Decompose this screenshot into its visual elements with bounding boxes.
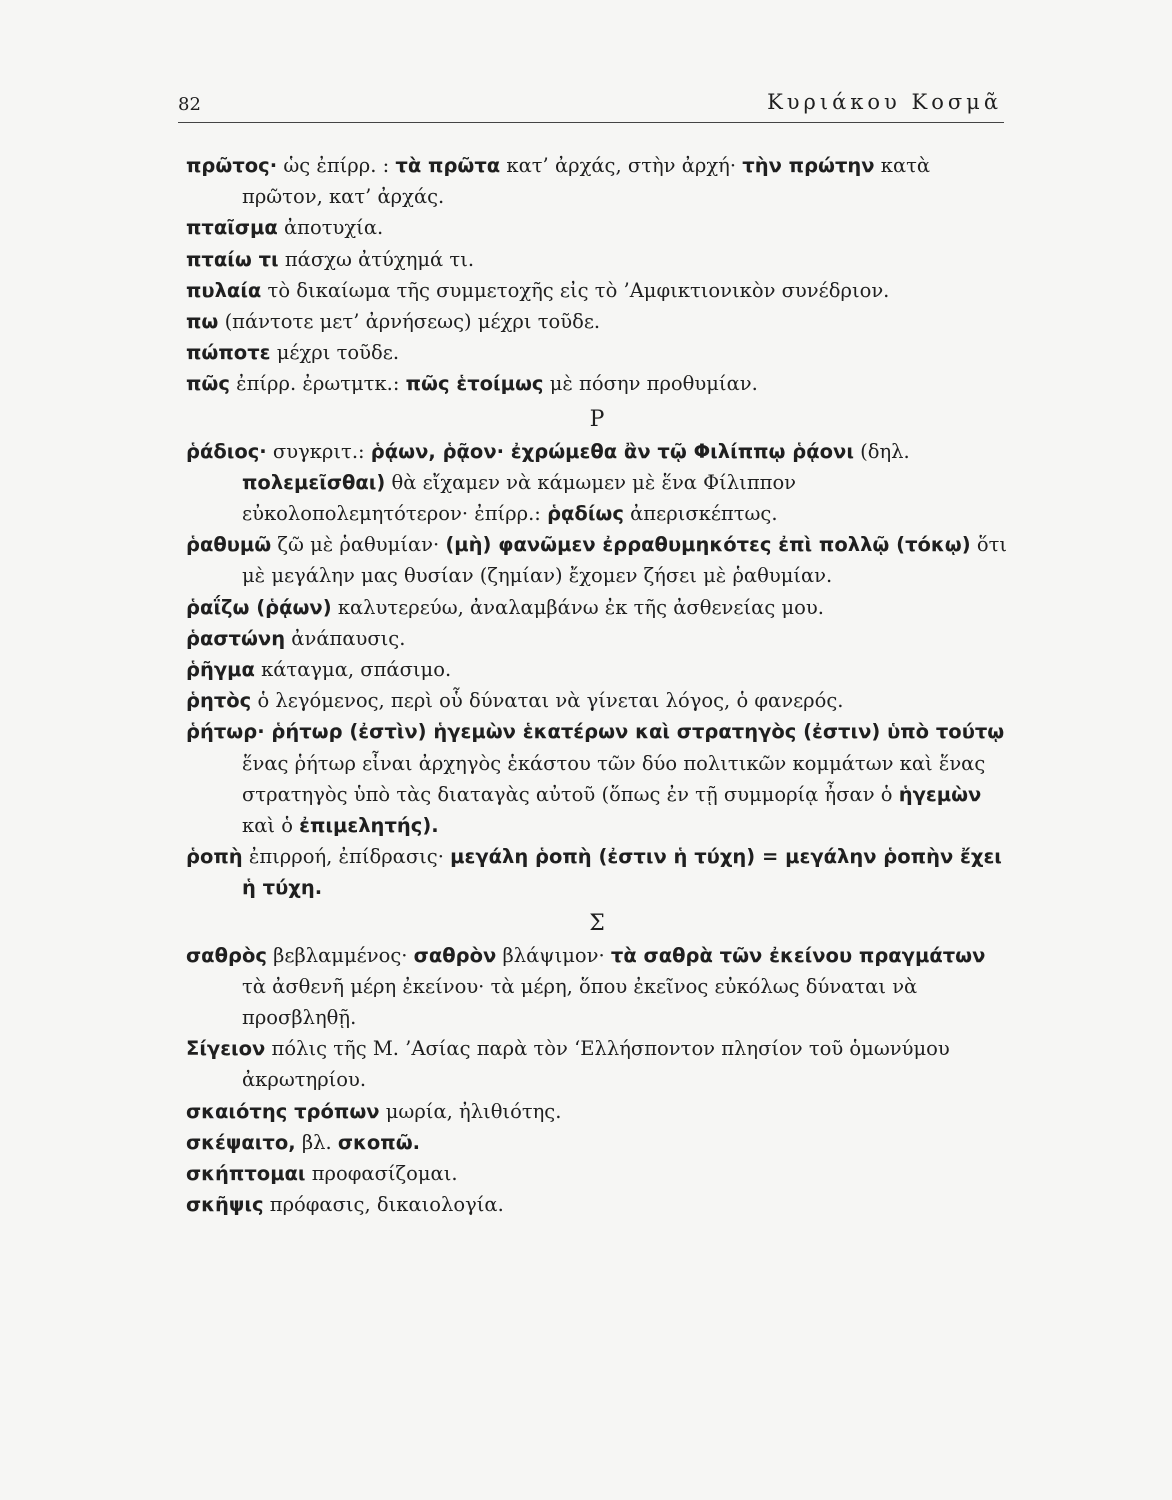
entry-term: τὰ σαθρὰ τῶν ἐκείνου πραγμάτων bbox=[610, 943, 986, 967]
entry-term: τὰ πρῶτα bbox=[395, 154, 501, 177]
entry-term: ῥᾴων, ῥᾷον· ἐχρώμεθα ἂν τῷ Φιλίππῳ ῥᾴονι bbox=[370, 439, 854, 463]
entry-text: τὸ δικαίωμα τῆς συμμετοχῆς εἰς τὸ ’Αμφικτιονικὸν συνέδριον. bbox=[261, 278, 890, 302]
entry-text: ἕνας ῥήτωρ εἶναι ἀρχηγὸς ἑκάστου τῶν δύο πολιτικῶν κομμάτων καὶ ἕνας στρατηγὸς ὑπὸ τὰς διαταγὰς αὐτοῦ (ὅπως ἐν τῇ συμμορίᾳ ἦσαν ὁ bbox=[242, 751, 986, 806]
glossary-entry bbox=[186, 716, 1008, 841]
glossary-entry bbox=[186, 436, 1008, 530]
entry-term: ῥᾳδίως bbox=[547, 502, 624, 526]
entry-text: προφασίζομαι. bbox=[305, 1162, 458, 1186]
entry-term: ῥοπὴ bbox=[186, 845, 243, 869]
glossary-entry bbox=[186, 212, 1008, 243]
entry-term: ῥήτωρ· ῥήτωρ (ἐστὶν) ἡγεμὼν ἑκατέρων καὶ στρατηγὸς (ἐστιν) ὑπὸ τούτῳ bbox=[186, 720, 1005, 744]
glossary-body bbox=[186, 150, 1008, 1221]
entry-text: ἀποτυχία. bbox=[277, 216, 384, 240]
entry-term: ἡγεμὼν bbox=[898, 782, 982, 806]
entry-term: τὴν πρώτην bbox=[742, 154, 875, 177]
glossary-entry bbox=[186, 685, 1008, 716]
entry-text: μωρία, ἠλιθιότης. bbox=[379, 1099, 562, 1123]
entry-text: μὲ πόσην προθυμίαν. bbox=[543, 372, 758, 396]
entry-text: ἀνάπαυσις. bbox=[285, 626, 406, 650]
entry-term: πυλαία bbox=[186, 278, 262, 302]
entry-text: κατὰ πρῶτον, κατ’ ἀρχάς. bbox=[242, 154, 931, 209]
page-number: 82 bbox=[178, 94, 201, 115]
glossary-entry bbox=[186, 1096, 1008, 1127]
glossary-entry bbox=[186, 940, 1008, 1034]
entry-text: ὡς ἐπίρρ. : bbox=[277, 154, 396, 177]
page-header bbox=[178, 84, 1004, 122]
entry-text: πάσχω ἀτύχημά τι. bbox=[278, 247, 475, 271]
running-head: Κυριάκου Κοσμᾶ bbox=[767, 90, 1002, 114]
entry-term: (μὴ) φανῶμεν ἐρραθυμηκότες ἐπὶ πολλῷ (τόκῳ) bbox=[445, 533, 971, 557]
entry-text: βλάψιμον· bbox=[496, 943, 611, 967]
entry-term: ῥαΐζω (ῥᾴων) bbox=[186, 595, 332, 619]
entry-text: ἐπιρροή, ἐπίδρασις· bbox=[242, 845, 451, 869]
glossary-entry bbox=[186, 306, 1008, 337]
section-letter: Σ bbox=[589, 910, 605, 936]
glossary-entry bbox=[186, 244, 1008, 275]
entry-term: ῥῆγμα bbox=[186, 658, 255, 682]
entry-text: ἀπερισκέπτως. bbox=[623, 502, 778, 526]
glossary-entry bbox=[186, 654, 1008, 685]
entry-text: ἐπίρρ. ἐρωτμτκ.: bbox=[229, 372, 406, 396]
entry-term: ἐπιμελητής). bbox=[299, 814, 439, 838]
glossary-entry bbox=[186, 150, 1008, 212]
entry-term: πταῖσμα bbox=[186, 216, 278, 240]
entry-term: σκήπτομαι bbox=[186, 1162, 306, 1186]
entry-term: ῥητὸς bbox=[186, 689, 252, 713]
glossary-entry bbox=[186, 1033, 1008, 1095]
entry-text: βλ. bbox=[295, 1130, 338, 1154]
entry-term: σκοπῶ. bbox=[337, 1130, 421, 1154]
entry-term: σαθρὸς bbox=[186, 943, 267, 967]
entry-term: πω bbox=[186, 310, 219, 334]
entry-term: σαθρὸν bbox=[413, 943, 497, 967]
entry-term: ῥαστώνη bbox=[186, 626, 286, 650]
entry-term: ῥάδιος· bbox=[186, 439, 267, 463]
glossary-entry bbox=[186, 337, 1008, 368]
entry-term: πταίω τι bbox=[186, 247, 279, 271]
entry-term: μεγάλη ῥοπὴ (ἐστιν ἡ τύχη) = μεγάλην ῥοπὴν ἔχει ἡ τύχη. bbox=[242, 845, 1002, 900]
glossary-entry bbox=[186, 592, 1008, 623]
entry-text: (πάντοτε μετ’ ἀρνήσεως) μέχρι τοῦδε. bbox=[218, 310, 601, 334]
entry-text: ὁ λεγόμενος, περὶ οὗ δύναται νὰ γίνεται λόγος, ὁ φανερός. bbox=[251, 689, 844, 713]
entry-text: (δηλ. bbox=[853, 439, 910, 463]
entry-term: πώποτε bbox=[186, 341, 271, 365]
glossary-entry bbox=[186, 275, 1008, 306]
entry-term: σκέψαιτο, bbox=[186, 1130, 296, 1154]
entry-text: κατ’ ἀρχάς, στὴν ἀρχή· bbox=[500, 154, 743, 177]
entry-text: θὰ εἴχαμεν νὰ κάμωμεν μὲ ἕνα Φίλιππον εὐκολοπολεμητότερον· ἐπίρρ.: bbox=[242, 470, 797, 526]
glossary-entry bbox=[186, 529, 1008, 591]
entry-text: ζῶ μὲ ῥαθυμίαν· bbox=[271, 533, 446, 557]
entry-text: πόλις τῆς Μ. ’Ασίας παρὰ τὸν ‘Ελλήσποντον πλησίον τοῦ ὁμωνύμου ἀκρωτηρίου. bbox=[242, 1037, 950, 1092]
entry-text: βεβλαμμένος· bbox=[266, 943, 414, 967]
entry-text: συγκριτ.: bbox=[266, 439, 371, 463]
glossary-entry bbox=[186, 1127, 1008, 1158]
glossary-entry bbox=[186, 1158, 1008, 1189]
entry-term: πολεμεῖσθαι) bbox=[242, 470, 386, 494]
entry-term: πῶς ἑτοίμως bbox=[405, 372, 544, 396]
entry-text: μέχρι τοῦδε. bbox=[270, 341, 400, 365]
glossary-entry bbox=[186, 841, 1008, 903]
entry-text: ὅτι μὲ μεγάλην μας θυσίαν (ζημίαν) ἔχομεν ζήσει μὲ ῥαθυμίαν. bbox=[242, 533, 1007, 588]
entry-term: σκῆψις bbox=[186, 1193, 264, 1217]
glossary-entry bbox=[186, 1189, 1008, 1220]
entry-term: σκαιότης τρόπων bbox=[186, 1099, 380, 1123]
header-rule bbox=[178, 122, 1004, 123]
glossary-entry bbox=[186, 623, 1008, 654]
entry-text: κάταγμα, σπάσιμο. bbox=[254, 658, 452, 682]
glossary-entry bbox=[186, 368, 1008, 399]
entry-term: πρῶτος· bbox=[186, 154, 278, 177]
entry-text: τὰ ἀσθενῆ μέρη ἐκείνου· τὰ μέρη, ὅπου ἐκεῖνος εὐκόλως δύναται νὰ προσβληθῇ. bbox=[242, 974, 918, 1030]
entry-term: ῥαθυμῶ bbox=[186, 533, 272, 557]
entry-text: πρόφασις, δικαιολογία. bbox=[263, 1193, 504, 1217]
entry-text: καλυτερεύω, ἀναλαμβάνω ἐκ τῆς ἀσθενείας μου. bbox=[331, 595, 824, 619]
entry-term: πῶς bbox=[186, 372, 230, 396]
section-letter: Ρ bbox=[589, 406, 605, 432]
entry-term: Σίγειον bbox=[186, 1037, 266, 1061]
entry-text: καὶ ὁ bbox=[242, 814, 300, 838]
